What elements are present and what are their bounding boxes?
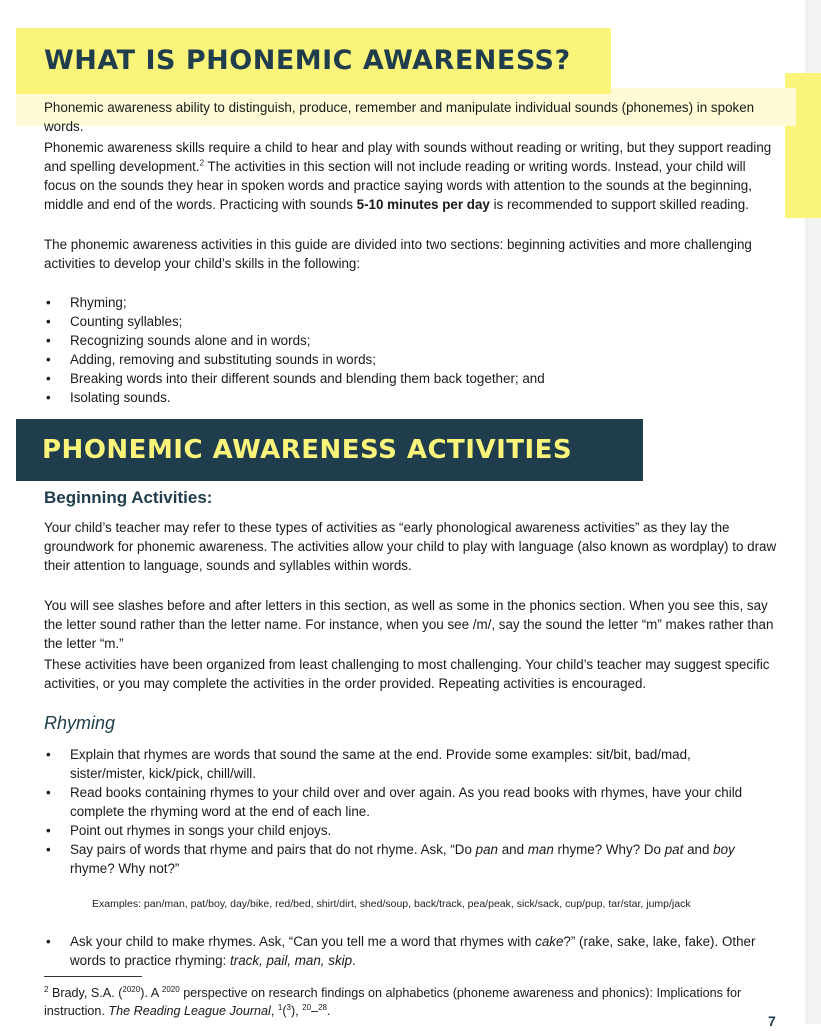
heading-what-is-phonemic-awareness: WHAT IS PHONEMIC AWARENESS? — [16, 28, 611, 94]
beginning-paragraph-2: You will see slashes before and after letters in this section, as well as some in the phonics section. When you see this, say the letter sound rather than the letter name. For instance, when you see /m/, say the sound the letter “m” makes rather than the letter “m.” — [44, 598, 774, 651]
intro-paragraph: Phonemic awareness skills require a child to hear and play with sounds without reading or writing, but they support reading and spelling development.$^2$ The activities in this section will not include reading or writing words. Instead, your child will focus on the sounds they hear in spoken words and practice saying words with attention to the sounds at the beginning, middle and end of the words. Practicing with sounds 5-10 minutes per day is recommended to support skilled reading. — [44, 140, 772, 212]
skills-list — [44, 293, 769, 407]
list-item: • Breaking words into their different sounds and blending them back together; and — [44, 369, 769, 388]
list-item: • Recognizing sounds alone and in words; — [44, 331, 769, 350]
list-item: • Isolating sounds. — [44, 388, 769, 407]
beginning-paragraph-1: Your child’s teacher may refer to these types of activities as “early phonological awareness activities” as they lay the groundwork for phonemic awareness. The activities allow your child to play with language (also known as wordplay) to draw their attention to language, sounds and syllables within words. — [44, 520, 777, 573]
definition-text: Phonemic awareness ability to distinguish, produce, remember and manipulate individual sounds (phonemes) in spoken words. — [44, 100, 755, 134]
sections-paragraph: The phonemic awareness activities in this guide are divided into two sections: beginning activities and more challenging activities to develop your child’s skills in the following: — [44, 237, 752, 271]
list-item: • Ask your child to make rhymes. Ask, “Can you tell me a word that rhymes with cake?” (rake, sake, lake, fake). Other words to practice rhyming: track, pail, man, skip. — [44, 932, 769, 970]
footnote-divider — [44, 976, 142, 977]
list-item: • Explain that rhymes are words that sound the same at the end. Provide some examples: sit/bit, bad/mad, sister/mister, kick/pick, chill/will. — [44, 745, 769, 783]
rhyming-list — [44, 745, 769, 878]
rhyming-title: Rhyming — [44, 713, 116, 733]
list-item: • Rhyming; — [44, 293, 769, 312]
list-item: • Point out rhymes in songs your child enjoys. — [44, 821, 769, 840]
practice-duration: 5-10 minutes per day — [356, 197, 490, 212]
list-item: • Read books containing rhymes to your child over and over again. As you read books with rhymes, have your child complete the rhyming word at the end of each line. — [44, 783, 769, 821]
heading-phonemic-awareness-activities: PHONEMIC AWARENESS ACTIVITIES — [16, 419, 643, 481]
rhyming-list-continued — [44, 932, 769, 970]
list-item: • Adding, removing and substituting sounds in words; — [44, 350, 769, 369]
list-item: • Say pairs of words that rhyme and pairs that do not rhyme. Ask, “Do pan and man rhyme? Why? Do pat and boy rhyme? Why not?” — [44, 840, 769, 878]
list-item: • Counting syllables; — [44, 312, 769, 331]
footnote: $^2$ Brady, S.A. ($^{2020}$). A $^{2020}$ perspective on research findings on alphabetics (phoneme awareness and phonics): Implications for instruction. The Reading League Journal, $^1$($^3$), $^{20}$–$^{28}$. — [44, 984, 742, 1018]
page-number: 7 — [768, 1013, 776, 1029]
beginning-paragraph-3: These activities have been organized from least challenging to most challenging. Your child’s teacher may suggest specific activities, or you may complete the activities in the order provided. Repeating activities is encouraged. — [44, 657, 770, 691]
beginning-activities-title: Beginning Activities: — [44, 488, 213, 507]
rhyming-examples: Examples: pan/man, pat/boy, day/bike, red/bed, shirt/dirt, shed/soup, back/track, pea/peak, sick/sack, cup/pup, tar/star, jump/jack — [92, 898, 691, 910]
